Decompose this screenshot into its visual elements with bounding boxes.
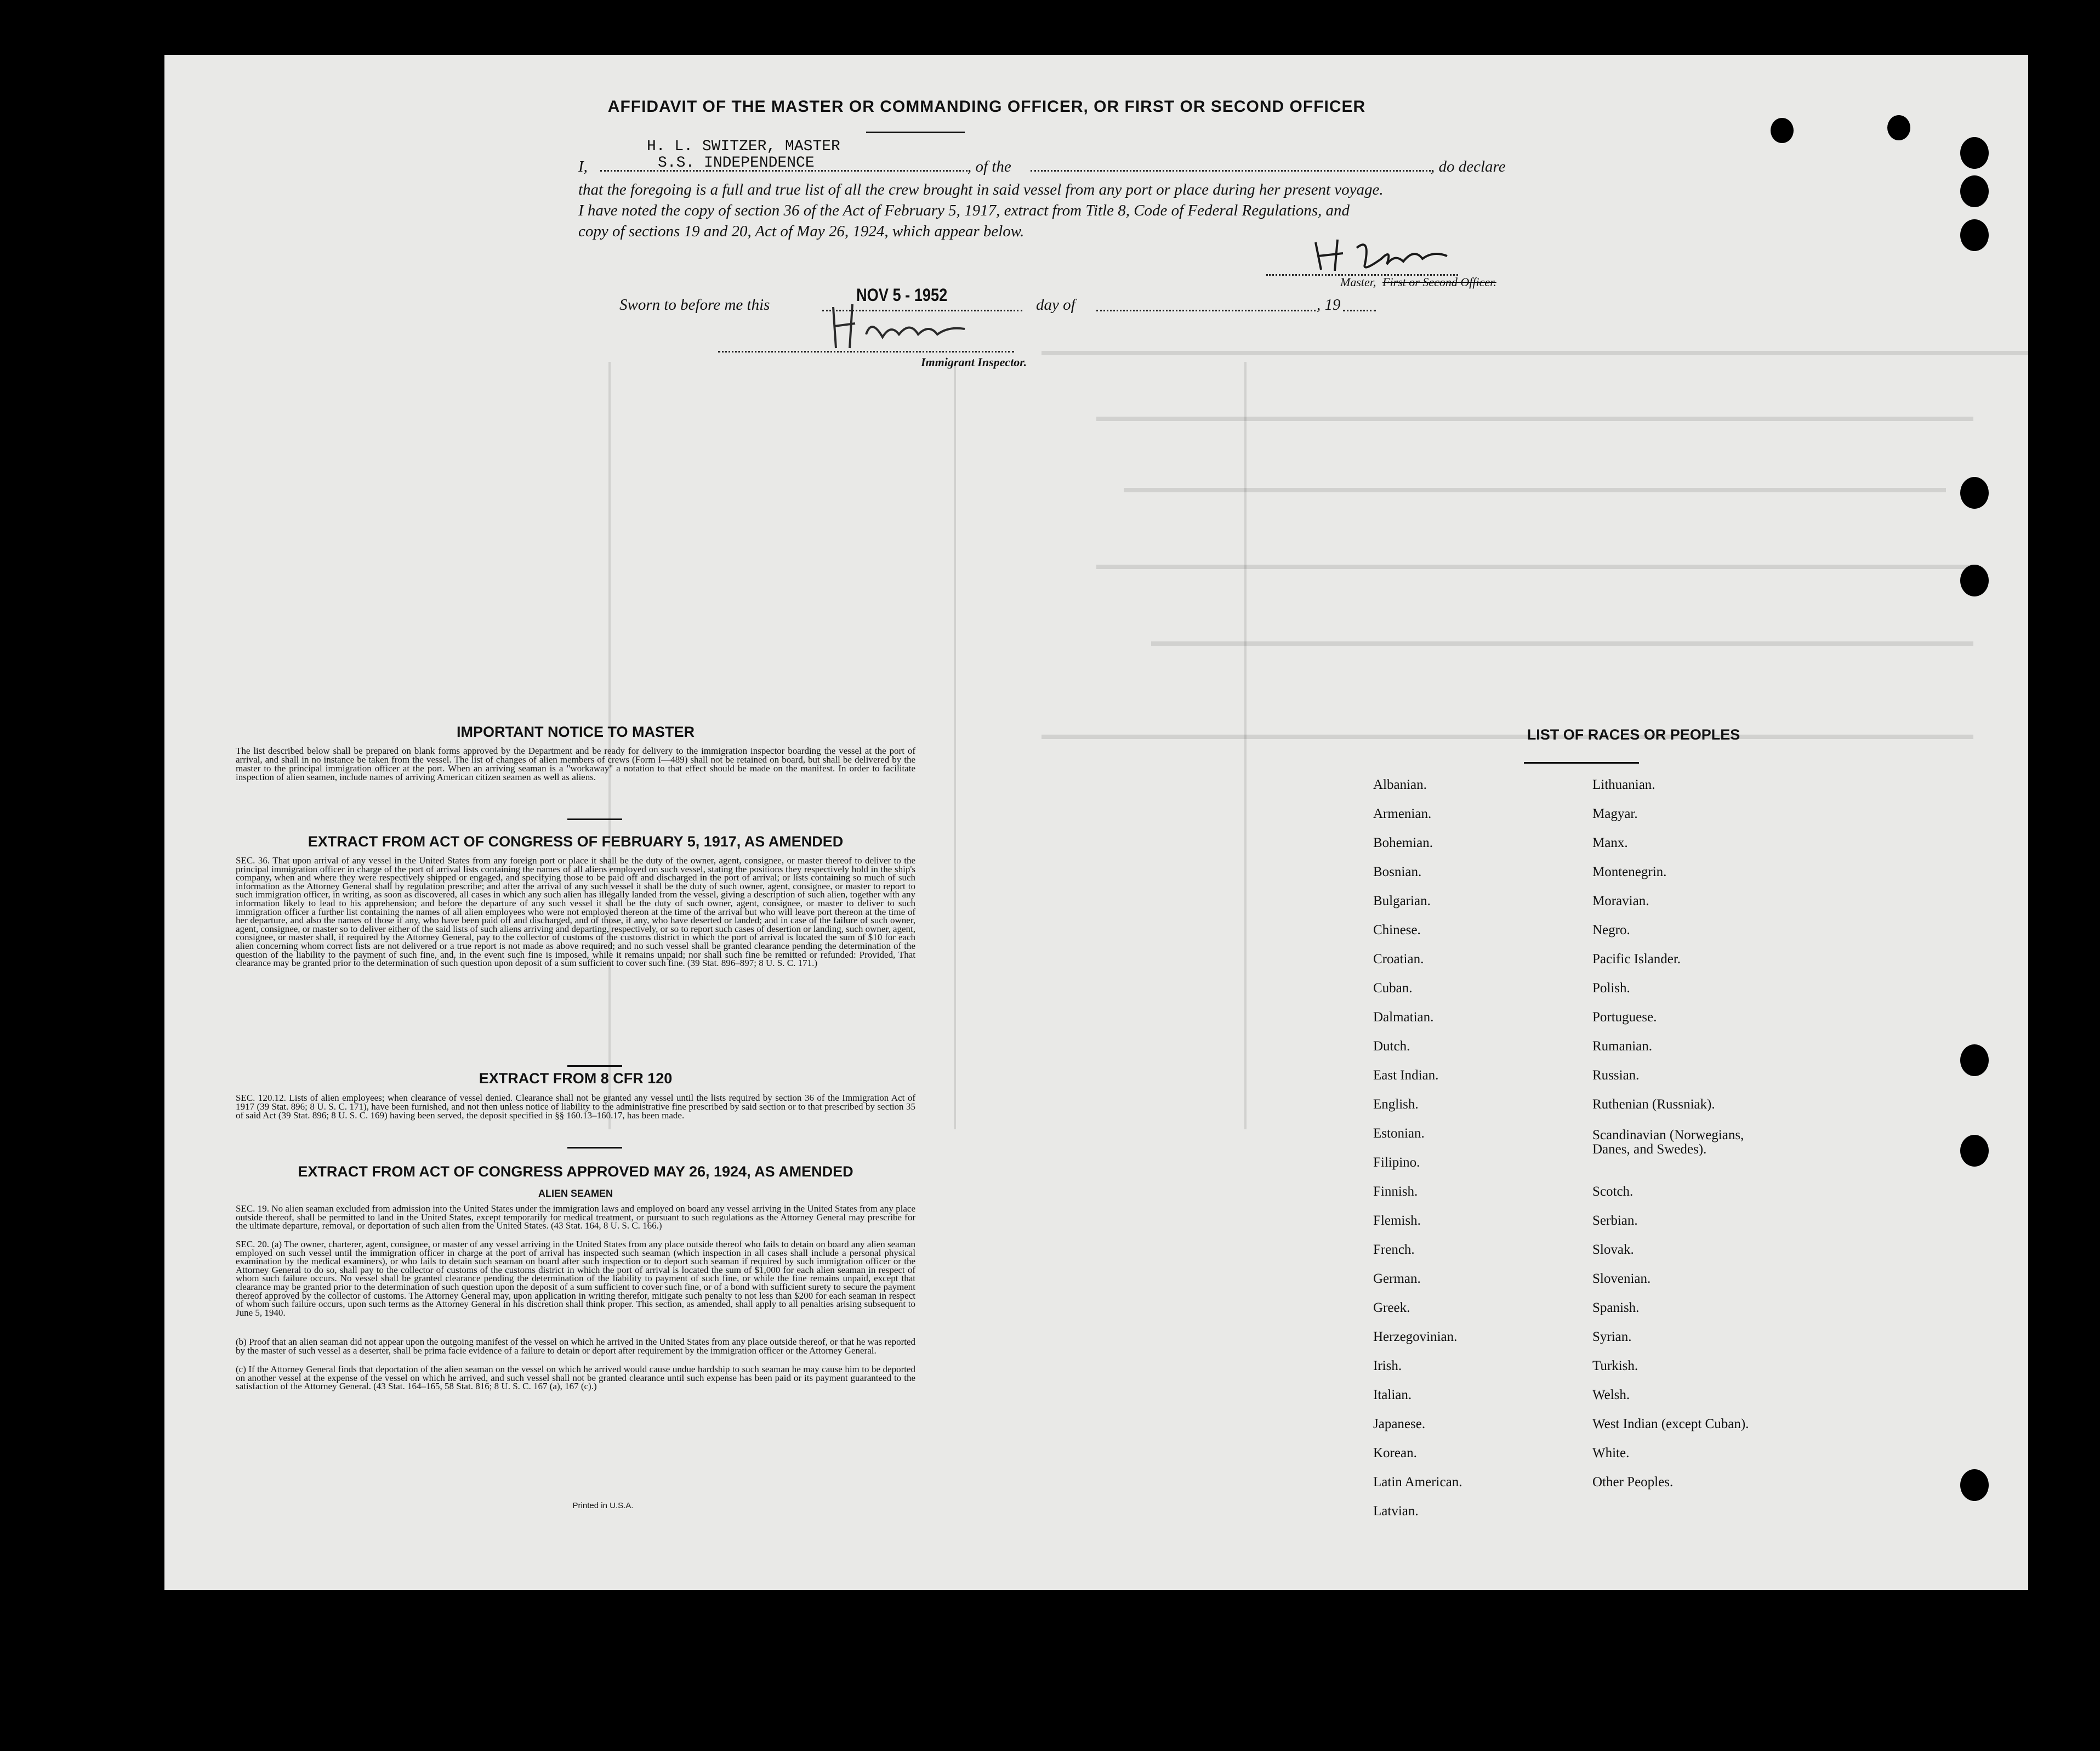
race-item: White. [1592,1446,1630,1460]
sworn-date-stamp: NOV 5 - 1952 [856,285,948,305]
race-item: Bosnian. [1373,865,1422,879]
race-item: Magyar. [1592,806,1638,821]
month-line [1096,310,1316,311]
title-divider [866,132,965,133]
punch-hole [1960,219,1989,251]
race-item: German. [1373,1271,1421,1286]
name-fill-line [600,170,968,172]
race-item: Russian. [1592,1068,1640,1083]
race-item: Other Peoples. [1592,1475,1674,1490]
punch-hole [1960,1135,1989,1167]
race-item: Croatian. [1373,952,1424,967]
race-item: Montenegrin. [1592,865,1667,879]
race-item: Serbian. [1592,1213,1638,1228]
race-item: Bulgarian. [1373,894,1431,908]
race-item: Filipino. [1373,1155,1420,1170]
declaration-line-3: I have noted the copy of section 36 of the Act of February 5, 1917, extract from Title 8, Code of Federal Regulations, and [578,202,1350,219]
extract-1924-sec20a: SEC. 20. (a) The owner, charterer, agent, consignee, or master of any vessel arriving in the United States from any place outside thereof who fails to detain on board any alien seaman employed on such vessel until the immigration officer in charge at the port of arrival has inspected such seaman (which inspection in all cases shall include a personal physical examination by the medical examiners), or who fails to detain such seaman on board after such inspection or to deport such seaman if required by such immigration officer or the Attorney General to do so, shall pay to the collector of customs of the customs district in which the port of arrival is located the sum of $1,000 for each alien seaman in respect of whom such failure occurs. No vessel shall be granted clearance pending the determination of the liability to payment of such fine, or while the fine remains unpaid, except that clearance may be granted prior to the determination of such question upon the deposit of a sum sufficient to cover such fine, or of a bond with sufficient surety to secure the payment thereof approved by the collector of customs. The Attorney General may, upon application in writing therefor, mitigate such penalty to not less than $200 for each seaman in respect of whom such failure occurs, upon such terms as the Attorney General in his discretion shall think proper. This section, as amended, shall apply to all penalties arising subsequent to June 5, 1940. [236,1239,915,1318]
race-item: Irish. [1373,1358,1402,1373]
notice-body: The list described below shall be prepared on blank forms approved by the Department and be ready for delivery to the immigration inspector boarding the vessel at the port of arrival, and shall in no instance be taken from the vessel. The list of changes of alien members of crews (Form I—489) shall not be retained on board, but shall be delivered by the master to the principal immigration officer at the port. When an arriving seaman is a "workaway" a notation to that effect should be made on the manifest. In order to facilitate inspection of alien seamen, include names of arriving American citizen seamen as well as aliens. [236,746,915,782]
bleed-through-mark [1096,417,1973,421]
declaration-line-2: that the foregoing is a full and true list of all the crew brought in said vessel from any port or place during her present voyage. [578,181,1384,198]
race-item: Bohemian. [1373,835,1433,850]
race-item: Slovenian. [1592,1271,1651,1286]
typed-master-name: H. L. SWITZER, MASTER [647,138,840,155]
document-page [164,55,2028,1590]
race-item: Syrian. [1592,1329,1632,1344]
race-item: Spanish. [1592,1300,1640,1315]
inspector-signature [822,296,970,356]
declaration-i: I, [578,158,588,175]
bleed-through-mark [954,362,956,1129]
vessel-fill-line [1031,170,1431,172]
race-item: Pacific Islander. [1592,952,1681,967]
punch-hole [1887,115,1910,140]
section-divider [567,818,622,820]
race-item: Dalmatian. [1373,1010,1434,1025]
bleed-through-mark [1042,351,2028,355]
officer-label-struck: First or Second Officer. [1382,275,1496,289]
race-item: Polish. [1592,981,1630,996]
punch-hole [1960,565,1989,596]
declaration-do-declare: , do declare [1431,158,1506,175]
race-item: Slovak. [1592,1242,1634,1257]
punch-hole [1960,1469,1989,1501]
race-item: English. [1373,1097,1419,1112]
race-item: Estonian. [1373,1126,1425,1141]
race-item: Moravian. [1592,894,1649,908]
punch-hole [1960,1044,1989,1076]
race-item: Japanese. [1373,1417,1426,1431]
punch-hole [1771,118,1794,143]
bleed-through-mark [1244,362,1247,1129]
race-item: Herzegovinian. [1373,1329,1458,1344]
race-item: French. [1373,1242,1415,1257]
race-item: Latvian. [1373,1504,1419,1519]
race-item: Dutch. [1373,1039,1410,1054]
race-item: Rumanian. [1592,1039,1653,1054]
extract-cfr-title: EXTRACT FROM 8 CFR 120 [479,1070,673,1087]
race-item: Cuban. [1373,981,1413,996]
year-line [1343,310,1376,311]
race-item: Ruthenian (Russniak). [1592,1097,1715,1112]
race-item: East Indian. [1373,1068,1439,1083]
inspector-label: Immigrant Inspector. [921,355,1027,369]
race-item: Italian. [1373,1388,1412,1402]
affidavit-title: AFFIDAVIT OF THE MASTER OR COMMANDING OFFICER, OR FIRST OR SECOND OFFICER [607,98,1366,116]
extract-1924-subtitle: ALIEN SEAMEN [538,1188,613,1199]
notice-title: IMPORTANT NOTICE TO MASTER [457,724,695,740]
punch-hole [1960,137,1989,169]
race-item: Manx. [1592,835,1628,850]
punch-hole [1960,477,1989,509]
printed-in-usa: Printed in U.S.A. [572,1501,634,1510]
race-item: Albanian. [1373,777,1427,792]
punch-hole [1960,175,1989,207]
section-divider [567,1147,622,1149]
section-divider [567,1065,622,1067]
extract-1924-title: EXTRACT FROM ACT OF CONGRESS APPROVED MAY 26, 1924, AS AMENDED [298,1163,853,1180]
master-signature [1305,231,1453,275]
bleed-through-mark [1124,488,1946,492]
typed-vessel-name: S.S. INDEPENDENCE [658,155,815,172]
extract-1917-title: EXTRACT FROM ACT OF CONGRESS OF FEBRUARY 5, 1917, AS AMENDED [308,833,844,850]
race-item: Latin American. [1373,1475,1462,1490]
races-title: LIST OF RACES OR PEOPLES [1527,726,1740,743]
race-item: Turkish. [1592,1358,1638,1373]
extract-1924-sec19: SEC. 19. No alien seaman excluded from admission into the United States under the immigration laws and employed on board any vessel arriving in the United States from any place outside thereof, shall be permitted to land in the United States, except temporarily for medical treatment, or pursuant to such regulations as the Attorney General may prescribe for the ultimate departure, removal, or deportation of such alien from the United States. (43 Stat. 164, 8 U. S. C. 166.) [236,1203,915,1231]
race-item: Armenian. [1373,806,1432,821]
sworn-prefix: Sworn to before me this [619,296,770,314]
extract-1924-sec20c: (c) If the Attorney General finds that deportation of the alien seaman on the vessel on which he arrived would cause undue hardship to such seaman he may cause him to be deported on another vessel at the expense of the vessel on which he arrived, and such vessel shall not be granted clearance until such expense has been paid or its payment guaranteed to the satisfaction of the Attorney General. (43 Stat. 164–165, 58 Stat. 816; 8 U. S. C. 167 (a), 167 (c).) [236,1364,915,1392]
declaration-of-the: , of the [968,158,1011,175]
extract-cfr-body: SEC. 120.12. Lists of alien employees; when clearance of vessel denied. Clearance shall not be granted any vessel until the lists required by section 36 of the Immigration Act of 1917 (39 Stat. 896; 8 U. S. C. 171), have been furnished, and not then unless notice of liability to the administrative fine prescribed by said section or to that prescribed by section 35 of said Act (39 Stat. 896; 8 U. S. C. 169) having been served, the deposit specified in §§ 160.13–160.17, has been made. [236,1093,915,1121]
races-divider [1524,762,1639,764]
year-prefix: , 19 [1317,296,1341,314]
race-item: Portuguese. [1592,1010,1657,1025]
day-of-label: day of [1036,296,1075,314]
inspector-signature-line [718,351,1014,353]
race-item: West Indian (except Cuban). [1592,1417,1749,1431]
race-item: Scandinavian (Norwegians, Danes, and Swedes). [1592,1128,1744,1157]
race-item: Greek. [1373,1300,1410,1315]
race-item: Finnish. [1373,1184,1418,1199]
bleed-through-mark [1096,565,1973,569]
master-label: Master, [1340,275,1376,289]
extract-1917-body: SEC. 36. That upon arrival of any vessel in the United States from any foreign port or place it shall be the duty of the owner, agent, consignee, or master thereof to deliver to the principal immigration officer in charge of the port of arrival lists containing the names of all aliens employed on such vessel, stating the positions they respectively hold in the ship's company, when and where they were respectively shipped or engaged, and specifying those to be paid off and discharged in the port of arrival; or lists containing so much of such information as the Attorney General shall by regulation prescribe; and after the arrival of any such vessel it shall be the duty of such owner, agent, consignee, or master to report to such immigration officer, in writing, as soon as discovered, all cases in which any such alien has illegally landed from the vessel, giving a description of such alien, together with any information likely to lead to his apprehension; and before the departure of any such vessel it shall be the duty of such owner, agent, consignee, or master to deliver to such immigration officer a further list containing the names of all alien employees who were not employed thereon at the time of the arrival but who will leave port thereon at the time of her departure, and also the names of those if any, who have been paid off and discharged, and of those, if any, who have deserted or landed; and in case of the failure of such owner, agent, consignee, or master so to deliver either of the said lists of such aliens arriving and departing, respectively, or so to report such cases of desertion or landing, such owner, agent, consignee, or master shall, if required by the Attorney General, pay to the collector of customs of the customs district in which the port of arrival is located the sum of $10 for each alien concerning whom correct lists are not delivered or a true report is not made as above required; and no such vessel shall be granted clearance pending the determination of the question of the liability to the payment of such fine, and, in the event such fine is imposed, while it remains unpaid; nor shall such fine be remitted or refunded: Provided, That clearance may be granted prior to the determination of such question upon deposit of a sum sufficient to cover such fine. (39 Stat. 896–897; 8 U. S. C. 171.) [236,855,915,969]
race-item: Chinese. [1373,923,1421,937]
declaration-line-4: copy of sections 19 and 20, Act of May 26, 1924, which appear below. [578,223,1025,240]
bleed-through-mark [1151,641,1973,646]
race-item: Flemish. [1373,1213,1421,1228]
race-item: Korean. [1373,1446,1417,1460]
race-item: Lithuanian. [1592,777,1655,792]
race-item: Welsh. [1592,1388,1630,1402]
race-item: Scotch. [1592,1184,1634,1199]
extract-1924-sec20b: (b) Proof that an alien seaman did not appear upon the outgoing manifest of the vessel on which he arrived in the United States from any place outside thereof, or that he was reported by the master of such vessel as a deserter, shall be prima facie evidence of a failure to detain or deport after requirement by the immigration officer or the Attorney General. [236,1337,915,1356]
race-item: Negro. [1592,923,1630,937]
